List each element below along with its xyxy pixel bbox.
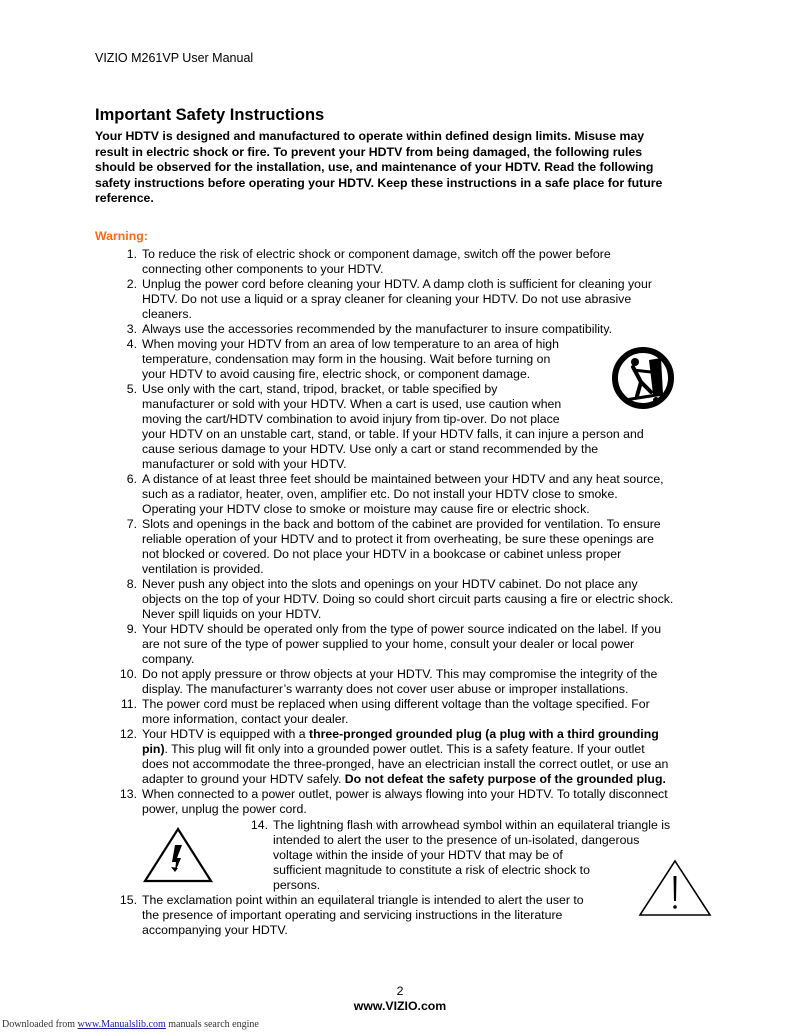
website-url: www.VIZIO.com — [353, 999, 447, 1013]
intro-line: Your HDTV is designed and manufactured to operate within defined design limits. Misuse may — [95, 129, 645, 143]
list-item — [126, 622, 662, 667]
item-line: The exclamation point within an equilateral triangle is intended to alert the user to — [142, 893, 584, 907]
item-line: HDTV. Do not use a liquid or a spray cleaner for cleaning your HDTV. Do not use abrasive — [142, 292, 632, 307]
text-run-bold: pin) — [142, 742, 165, 757]
lightning-flash-triangle-icon — [142, 826, 214, 884]
item-line: objects on the top of your HDTV. Doing so could short circuit parts causing a fire or electric shock. — [142, 592, 674, 607]
item-line: Your HDTV should be operated only from the type of power source indicated on the label. If you — [142, 622, 662, 636]
intro-paragraph — [95, 129, 715, 207]
item-number: 10. — [119, 667, 137, 681]
item-number: 9. — [126, 622, 137, 636]
item-line: does not accommodate the three-pronged, have an electrician install the correct outlet, or use an — [142, 757, 669, 772]
list-item — [126, 322, 613, 337]
list-item — [120, 697, 650, 727]
list-item — [119, 727, 669, 787]
item-line: Slots and openings in the back and bottom of the cabinet are provided for ventilation. To ensure — [142, 517, 661, 531]
item-number: 1. — [126, 247, 137, 261]
list-item — [119, 893, 584, 938]
list-item — [126, 517, 661, 577]
item-number: 4. — [126, 337, 137, 351]
text-run: . This plug will fit only into a grounded power outlet. This is a safety feature. If your outlet — [164, 742, 645, 757]
list-item — [119, 787, 668, 817]
cart-tip-over-icon — [611, 338, 675, 418]
item-line: manufacturer or sold with your HDTV. — [142, 457, 347, 472]
item-line: Never push any object into the slots and openings on your HDTV cabinet. Do not place any — [142, 577, 638, 591]
item-line: The power cord must be replaced when using different voltage than the voltage specified. For — [142, 697, 650, 711]
item-number: 11. — [120, 697, 137, 711]
item-number: 5. — [126, 382, 137, 396]
manualslib-link[interactable]: www.Manualslib.com — [77, 1019, 166, 1030]
item-line: When connected to a power outlet, power is always flowing into your HDTV. To totally disconnect — [142, 787, 668, 801]
item-line: accompanying your HDTV. — [142, 923, 288, 938]
item-line: The lightning flash with arrowhead symbol within an equilateral triangle is — [273, 818, 671, 832]
intro-line: should be observed for the installation, use, and maintenance of your HDTV. Read the following — [95, 160, 654, 174]
list-item — [126, 577, 674, 622]
item-line — [142, 772, 668, 787]
item-line: company. — [142, 652, 195, 667]
item-line: your HDTV to avoid causing fire, electric shock, or component damage. — [142, 367, 531, 382]
list-item — [126, 277, 652, 322]
item-number: 3. — [126, 322, 137, 336]
item-line: When moving your HDTV from an area of low temperature to an area of high — [142, 337, 559, 351]
item-number: 12. — [119, 727, 137, 741]
item-line: such as a radiator, heater, oven, amplifier etc. Do not install your HDTV close to smoke. — [142, 487, 618, 502]
list-item — [126, 472, 664, 517]
item-line: cause serious damage to your HDTV. Use only a cart or stand recommended by the — [142, 442, 599, 457]
item-line: your HDTV on an unstable cart, stand, or table. If your HDTV falls, it can injure a person and — [142, 427, 644, 442]
item-number: 14. — [250, 818, 268, 832]
item-line: persons. — [273, 878, 321, 893]
item-line: power, unplug the power cord. — [142, 802, 307, 817]
item-line: ventilation is provided. — [142, 562, 264, 577]
list-item — [250, 818, 671, 893]
item-line: Unplug the power cord before cleaning your HDTV. A damp cloth is sufficient for cleaning your — [142, 277, 652, 291]
item-number: 8. — [126, 577, 137, 591]
item-number: 6. — [126, 472, 137, 486]
exclamation-triangle-icon — [637, 858, 713, 918]
item-line: intended to alert the user to the presence of un-isolated, dangerous — [273, 833, 640, 848]
item-number: 15. — [119, 893, 137, 907]
item-line: Operating your HDTV close to smoke or moisture may cause fire or electric shock. — [142, 502, 590, 517]
item-number: 13. — [119, 787, 137, 801]
item-line — [142, 727, 668, 742]
footer-suffix: manuals search engine — [165, 1019, 259, 1030]
list-item — [126, 337, 559, 382]
item-line — [142, 742, 668, 757]
item-line: Always use the accessories recommended by the manufacturer to insure compatibility. — [142, 322, 613, 336]
download-footer — [2, 1019, 259, 1030]
intro-line: safety instructions before operating your HDTV. Keep these instructions in a safe place for future — [95, 175, 663, 190]
item-line: voltage within the inside of your HDTV that may be of — [273, 848, 563, 863]
item-line: more information, contact your dealer. — [142, 712, 349, 727]
item-line: A distance of at least three feet should be maintained between your HDTV and any heat source, — [142, 472, 664, 486]
list-item — [126, 382, 644, 473]
item-line: temperature, condensation may form in the housing. Wait before turning on — [142, 352, 551, 367]
item-line: reliable operation of your HDTV and to protect it from overheating, be sure these openings are — [142, 532, 654, 547]
item-line: not blocked or covered. Do not place your HDTV in a bookcase or cabinet unless proper — [142, 547, 622, 562]
text-run-bold: Do not defeat the safety purpose of the grounded plug. — [344, 772, 666, 787]
item-number: 7. — [126, 517, 137, 531]
item-line: Do not apply pressure or throw objects at your HDTV. This may compromise the integrity of the — [142, 667, 658, 681]
page-number: 2 — [396, 984, 404, 998]
item-line: the presence of important operating and servicing instructions in the literature — [142, 908, 563, 923]
item-line: To reduce the risk of electric shock or component damage, switch off the power before — [142, 247, 611, 261]
item-line: sufficient magnitude to constitute a risk of electric shock to — [273, 863, 590, 878]
document-header: VIZIO M261VP User Manual — [95, 51, 254, 65]
footer-prefix: Downloaded from — [2, 1019, 78, 1030]
text-run: adapter to ground your HDTV safely. — [142, 772, 345, 787]
text-run-bold: three-pronged grounded plug (a plug with a third grounding — [309, 727, 659, 741]
item-line: connecting other components to your HDTV. — [142, 262, 384, 277]
item-line: moving the cart/HDTV combination to avoid injury from tip-over. Do not place — [142, 412, 560, 427]
section-title: Important Safety Instructions — [95, 106, 325, 124]
item-number: 2. — [126, 277, 137, 291]
list-item — [126, 247, 611, 277]
intro-line: result in electric shock or fire. To prevent your HDTV from being damaged, the following rules — [95, 144, 643, 159]
intro-line: reference. — [95, 191, 154, 205]
item-line: manufacturer or sold with your HDTV. When a cart is used, use caution when — [142, 397, 562, 412]
item-line: cleaners. — [142, 307, 192, 322]
item-line: Use only with the cart, stand, tripod, bracket, or table specified by — [142, 382, 498, 396]
text-run: Your HDTV is equipped with a — [142, 727, 310, 741]
list-item — [119, 667, 658, 697]
item-line: are not sure of the type of power supplied to your home, consult your dealer or local power — [142, 637, 635, 652]
item-line: Never spill liquids on your HDTV. — [142, 607, 322, 622]
warning-label: Warning: — [95, 229, 148, 243]
item-line: display. The manufacturer’s warranty does not cover user abuse or improper installations. — [142, 682, 629, 697]
